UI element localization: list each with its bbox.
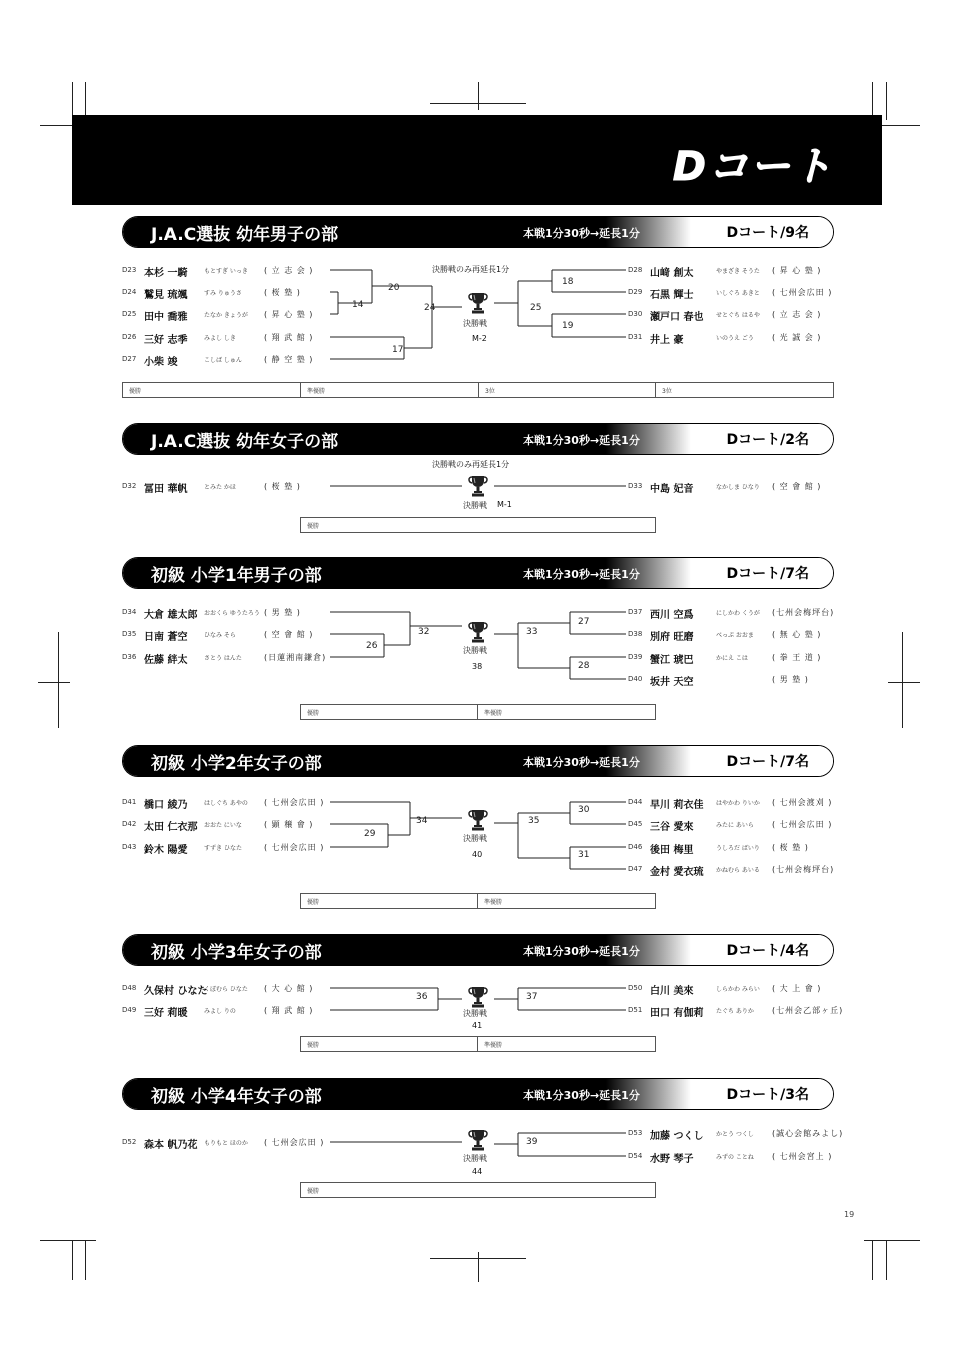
final-overtime-note: 決勝戦のみ再延長1分 bbox=[432, 460, 510, 469]
competitor-id: D28 bbox=[628, 266, 643, 274]
competitor-name: 別府 旺磨 bbox=[650, 632, 694, 643]
match-number: 35 bbox=[528, 816, 540, 826]
match-number: 37 bbox=[526, 992, 538, 1002]
competitor-name: 鷲見 琉颯 bbox=[144, 290, 188, 301]
competitor-dojo: ( 七州会渡刈 ) bbox=[772, 798, 833, 807]
competitor-kana: かとう つくし bbox=[716, 1131, 754, 1138]
match-number: 29 bbox=[364, 829, 376, 839]
competitor-dojo: ( 無 心 塾 ) bbox=[772, 630, 822, 639]
competitor-name: 田中 喬雅 bbox=[144, 312, 188, 323]
competitor-id: D32 bbox=[122, 482, 137, 490]
competitor-dojo: ( 七州会広田 ) bbox=[772, 820, 833, 829]
result-label: 準優勝 bbox=[484, 899, 503, 906]
competitor-dojo: (七州会梅坪台) bbox=[772, 865, 835, 874]
competitor-id: D50 bbox=[628, 984, 643, 992]
competitor-kana: かにえ こは bbox=[716, 655, 748, 662]
competitor-dojo: ( 光 誠 会 ) bbox=[772, 333, 822, 342]
match-number: 25 bbox=[530, 303, 542, 313]
competitor-kana: もとすぎ いっき bbox=[204, 268, 248, 275]
final-match-number: 40 bbox=[472, 850, 483, 859]
competitor-kana: かねむら あいる bbox=[716, 867, 760, 874]
match-number: 39 bbox=[526, 1137, 538, 1147]
competitor-name: 瀬戸口 春也 bbox=[650, 312, 704, 323]
competitor-id: D44 bbox=[628, 798, 643, 806]
match-rule: 本戦1分30秒→延長1分 bbox=[523, 945, 640, 958]
competitor-id: D30 bbox=[628, 310, 643, 318]
match-rule: 本戦1分30秒→延長1分 bbox=[523, 756, 640, 769]
competitor-dojo: ( 昇 心 塾 ) bbox=[264, 310, 314, 319]
match-rule: 本戦1分30秒→延長1分 bbox=[523, 1089, 640, 1102]
competitor-dojo: ( 顕 穣 會 ) bbox=[264, 820, 314, 829]
competitor-dojo: ( 静 空 塾 ) bbox=[264, 355, 314, 364]
competitor-name: 大倉 雄太郎 bbox=[144, 610, 198, 621]
competitor-kana: ひなみ そら bbox=[204, 632, 236, 639]
competitor-kana: やまざき そうた bbox=[716, 268, 760, 275]
competitor-kana: いのうえ ごう bbox=[716, 335, 754, 342]
match-number: 32 bbox=[418, 627, 430, 637]
division-title: J.A.C選抜 幼年男子の部 bbox=[151, 225, 339, 245]
match-number: 20 bbox=[388, 283, 400, 293]
competitor-id: D39 bbox=[628, 653, 643, 661]
competitor-kana: みよし りの bbox=[204, 1008, 236, 1015]
final-match-number: 38 bbox=[472, 662, 483, 671]
competitor-kana: すみ りゅうさ bbox=[204, 290, 242, 297]
competitor-dojo: ( 立 志 会 ) bbox=[772, 310, 822, 319]
competitor-kana: べっぷ おおま bbox=[716, 632, 754, 639]
final-match-number: 41 bbox=[472, 1021, 483, 1030]
final-match-label: 決勝戦 bbox=[463, 501, 487, 510]
competitor-name: 鈴木 陽愛 bbox=[144, 845, 188, 856]
result-label: 優勝 bbox=[307, 899, 320, 906]
competitor-name: 冨田 華帆 bbox=[144, 484, 188, 495]
competitor-name: 森本 帆乃花 bbox=[144, 1140, 198, 1151]
competitor-dojo: (誠心会館みよし) bbox=[772, 1129, 844, 1138]
result-label: 優勝 bbox=[307, 523, 320, 530]
competitor-kana: みよし しき bbox=[204, 335, 236, 342]
match-number: 18 bbox=[562, 277, 574, 287]
competitor-id: D38 bbox=[628, 630, 643, 638]
result-label: 3位 bbox=[485, 388, 495, 395]
competitor-id: D26 bbox=[122, 333, 137, 341]
match-number: 27 bbox=[578, 617, 590, 627]
competitor-name: 太田 仁衣那 bbox=[144, 822, 198, 833]
competitor-dojo: ( 桜 塾 ) bbox=[772, 843, 809, 852]
competitor-id: D51 bbox=[628, 1006, 643, 1014]
competitor-id: D31 bbox=[628, 333, 643, 341]
competitor-dojo: (七州会乙部ヶ丘) bbox=[772, 1006, 844, 1015]
competitor-name: 後田 梅里 bbox=[650, 845, 694, 856]
competitor-name: 三好 志季 bbox=[144, 335, 188, 346]
result-label: 準優勝 bbox=[484, 1042, 503, 1049]
final-match-label: 決勝戦 bbox=[463, 1009, 487, 1018]
competitor-dojo: ( 桜 塾 ) bbox=[264, 482, 301, 491]
competitor-id: D34 bbox=[122, 608, 137, 616]
competitor-id: D25 bbox=[122, 310, 137, 318]
division-title: J.A.C選抜 幼年女子の部 bbox=[151, 432, 339, 452]
page-number: 19 bbox=[844, 1210, 855, 1219]
match-number: 30 bbox=[578, 805, 590, 815]
competitor-name: 日南 蒼空 bbox=[144, 632, 188, 643]
match-rule: 本戦1分30秒→延長1分 bbox=[523, 568, 640, 581]
results-box bbox=[300, 1182, 656, 1198]
match-number: 34 bbox=[416, 816, 428, 826]
competitor-kana: たぐち ありか bbox=[716, 1008, 754, 1015]
competitor-id: D37 bbox=[628, 608, 643, 616]
competitor-id: D41 bbox=[122, 798, 137, 806]
result-cell[interactable] bbox=[301, 1183, 655, 1197]
final-overtime-note: 決勝戦のみ再延長1分 bbox=[432, 265, 510, 274]
competitor-dojo: ( 七州会広田 ) bbox=[264, 1138, 325, 1147]
competitor-dojo: (日蓮湘南鎌倉) bbox=[264, 653, 327, 662]
competitor-kana: みずの ことね bbox=[716, 1154, 754, 1161]
competitor-id: D48 bbox=[122, 984, 137, 992]
result-label: 準優勝 bbox=[484, 710, 503, 717]
competitor-kana: いしぐろ あきと bbox=[716, 290, 760, 297]
court-count: Dコート/2名 bbox=[726, 432, 809, 448]
competitor-kana: にしかわ くうが bbox=[716, 610, 760, 617]
competitor-id: D27 bbox=[122, 355, 137, 363]
competitor-id: D45 bbox=[628, 820, 643, 828]
competitor-kana: さとう はんた bbox=[204, 655, 242, 662]
final-match-label: 決勝戦 bbox=[463, 1154, 487, 1163]
competitor-kana: こしば しゅん bbox=[204, 357, 242, 364]
competitor-kana: みたに あいら bbox=[716, 822, 754, 829]
competitor-dojo: ( 桜 塾 ) bbox=[264, 288, 301, 297]
competitor-dojo: ( 空 會 館 ) bbox=[772, 482, 822, 491]
match-number: 24 bbox=[424, 303, 436, 313]
competitor-id: D54 bbox=[628, 1152, 643, 1160]
court-count: Dコート/4名 bbox=[726, 943, 809, 959]
competitor-id: D42 bbox=[122, 820, 137, 828]
competitor-dojo: ( 七州会宮上 ) bbox=[772, 1152, 833, 1161]
court-count: Dコート/3名 bbox=[726, 1087, 809, 1103]
result-label: 優勝 bbox=[129, 388, 142, 395]
competitor-name: 蟹江 琥巴 bbox=[650, 655, 694, 666]
competitor-dojo: ( 男 塾 ) bbox=[772, 675, 809, 684]
match-number: 33 bbox=[526, 627, 538, 637]
match-rule: 本戦1分30秒→延長1分 bbox=[523, 227, 640, 240]
division-title: 初級 小学4年女子の部 bbox=[151, 1087, 322, 1107]
competitor-dojo: ( 男 塾 ) bbox=[264, 608, 301, 617]
trophy-icon bbox=[466, 1128, 490, 1152]
competitor-kana: なかしま ひなり bbox=[716, 484, 760, 491]
competitor-kana: しらかわ みらい bbox=[716, 986, 760, 993]
competitor-kana: とみた かほ bbox=[204, 484, 236, 491]
competitor-id: D35 bbox=[122, 630, 137, 638]
match-number: 36 bbox=[416, 992, 428, 1002]
competitor-dojo: ( 七州会広田 ) bbox=[264, 843, 325, 852]
competitor-name: 白川 美來 bbox=[650, 986, 694, 997]
competitor-name: 佐藤 絆太 bbox=[144, 655, 188, 666]
result-label: 準優勝 bbox=[307, 388, 326, 395]
competitor-kana: おおくら ゆうたろう bbox=[204, 610, 260, 617]
court-count: Dコート/7名 bbox=[726, 754, 809, 770]
competitor-kana: せとぐち はるや bbox=[716, 312, 760, 319]
competitor-name: 水野 琴子 bbox=[650, 1154, 694, 1165]
match-rule: 本戦1分30秒→延長1分 bbox=[523, 434, 640, 447]
result-label: 3位 bbox=[662, 388, 672, 395]
competitor-dojo: ( 大 心 館 ) bbox=[264, 984, 314, 993]
competitor-name: 山﨑 創太 bbox=[650, 268, 694, 279]
match-number: 17 bbox=[392, 345, 404, 355]
division-title: 初級 小学2年女子の部 bbox=[151, 754, 322, 774]
competitor-dojo: ( 立 志 会 ) bbox=[264, 266, 314, 275]
competitor-dojo: ( 七州会広田 ) bbox=[772, 288, 833, 297]
competitor-name: 井上 豪 bbox=[650, 335, 684, 346]
competitor-name: 三好 莉暖 bbox=[144, 1008, 188, 1019]
competitor-dojo: ( 翔 武 館 ) bbox=[264, 333, 314, 342]
competitor-kana: たなか きょうが bbox=[204, 312, 248, 319]
result-label: 優勝 bbox=[307, 1188, 320, 1195]
competitor-dojo: (七州会梅坪台) bbox=[772, 608, 835, 617]
court-count: Dコート/7名 bbox=[726, 566, 809, 582]
competitor-name: 金村 愛衣琉 bbox=[650, 867, 704, 878]
competitor-dojo: ( 昇 心 塾 ) bbox=[772, 266, 822, 275]
final-match-number: 44 bbox=[472, 1167, 483, 1176]
result-label: 優勝 bbox=[307, 710, 320, 717]
court-count: Dコート/9名 bbox=[726, 225, 809, 241]
competitor-kana: くぼむら ひなた bbox=[204, 986, 248, 993]
division-title: 初級 小学3年女子の部 bbox=[151, 943, 322, 963]
final-match-number: M-1 bbox=[497, 500, 512, 509]
competitor-dojo: ( 大 上 會 ) bbox=[772, 984, 822, 993]
competitor-id: D43 bbox=[122, 843, 137, 851]
competitor-dojo: ( 拳 王 道 ) bbox=[772, 653, 822, 662]
competitor-kana: もりもと ほのか bbox=[204, 1140, 248, 1147]
competitor-name: 早川 莉衣佳 bbox=[650, 800, 704, 811]
competitor-name: 三谷 愛來 bbox=[650, 822, 694, 833]
competitor-name: 坂井 天空 bbox=[650, 677, 694, 688]
competitor-dojo: ( 空 會 館 ) bbox=[264, 630, 314, 639]
competitor-kana: はしぐち あやの bbox=[204, 800, 248, 807]
match-number: 14 bbox=[352, 300, 364, 310]
competitor-id: D49 bbox=[122, 1006, 137, 1014]
match-number: 28 bbox=[578, 661, 590, 671]
competitor-kana: すずき ひなた bbox=[204, 845, 242, 852]
competitor-id: D23 bbox=[122, 266, 137, 274]
result-label: 優勝 bbox=[307, 1042, 320, 1049]
competitor-name: 橋口 綾乃 bbox=[144, 800, 188, 811]
competitor-id: D29 bbox=[628, 288, 643, 296]
competitor-kana: うしろだ ばいり bbox=[716, 845, 760, 852]
match-number: 31 bbox=[578, 850, 590, 860]
final-match-number: M-2 bbox=[472, 334, 487, 343]
competitor-id: D46 bbox=[628, 843, 643, 851]
competitor-id: D47 bbox=[628, 865, 643, 873]
match-number: 26 bbox=[366, 641, 378, 651]
competitor-name: 本杉 一騎 bbox=[144, 268, 188, 279]
competitor-name: 久保村 ひなた bbox=[144, 986, 208, 997]
competitor-name: 西川 空爲 bbox=[650, 610, 694, 621]
competitor-id: D40 bbox=[628, 675, 643, 683]
competitor-id: D24 bbox=[122, 288, 137, 296]
competitor-id: D33 bbox=[628, 482, 643, 490]
competitor-id: D52 bbox=[122, 1138, 137, 1146]
competitor-name: 加藤 つくし bbox=[650, 1131, 704, 1142]
competitor-id: D53 bbox=[628, 1129, 643, 1137]
match-number: 19 bbox=[562, 321, 574, 331]
final-match-label: 決勝戦 bbox=[463, 834, 487, 843]
competitor-kana: おおた にいな bbox=[204, 822, 242, 829]
division-title: 初級 小学1年男子の部 bbox=[151, 566, 322, 586]
competitor-name: 中島 妃音 bbox=[650, 484, 694, 495]
competitor-dojo: ( 翔 武 館 ) bbox=[264, 1006, 314, 1015]
competitor-name: 小柴 竣 bbox=[144, 357, 178, 368]
competitor-kana: はやかわ りいか bbox=[716, 800, 760, 807]
competitor-id: D36 bbox=[122, 653, 137, 661]
competitor-dojo: ( 七州会広田 ) bbox=[264, 798, 325, 807]
competitor-name: 田口 有伽莉 bbox=[650, 1008, 704, 1019]
competitor-name: 石黒 輝士 bbox=[650, 290, 694, 301]
court-title: Dコート bbox=[672, 144, 834, 190]
final-match-label: 決勝戦 bbox=[463, 319, 487, 328]
final-match-label: 決勝戦 bbox=[463, 646, 487, 655]
